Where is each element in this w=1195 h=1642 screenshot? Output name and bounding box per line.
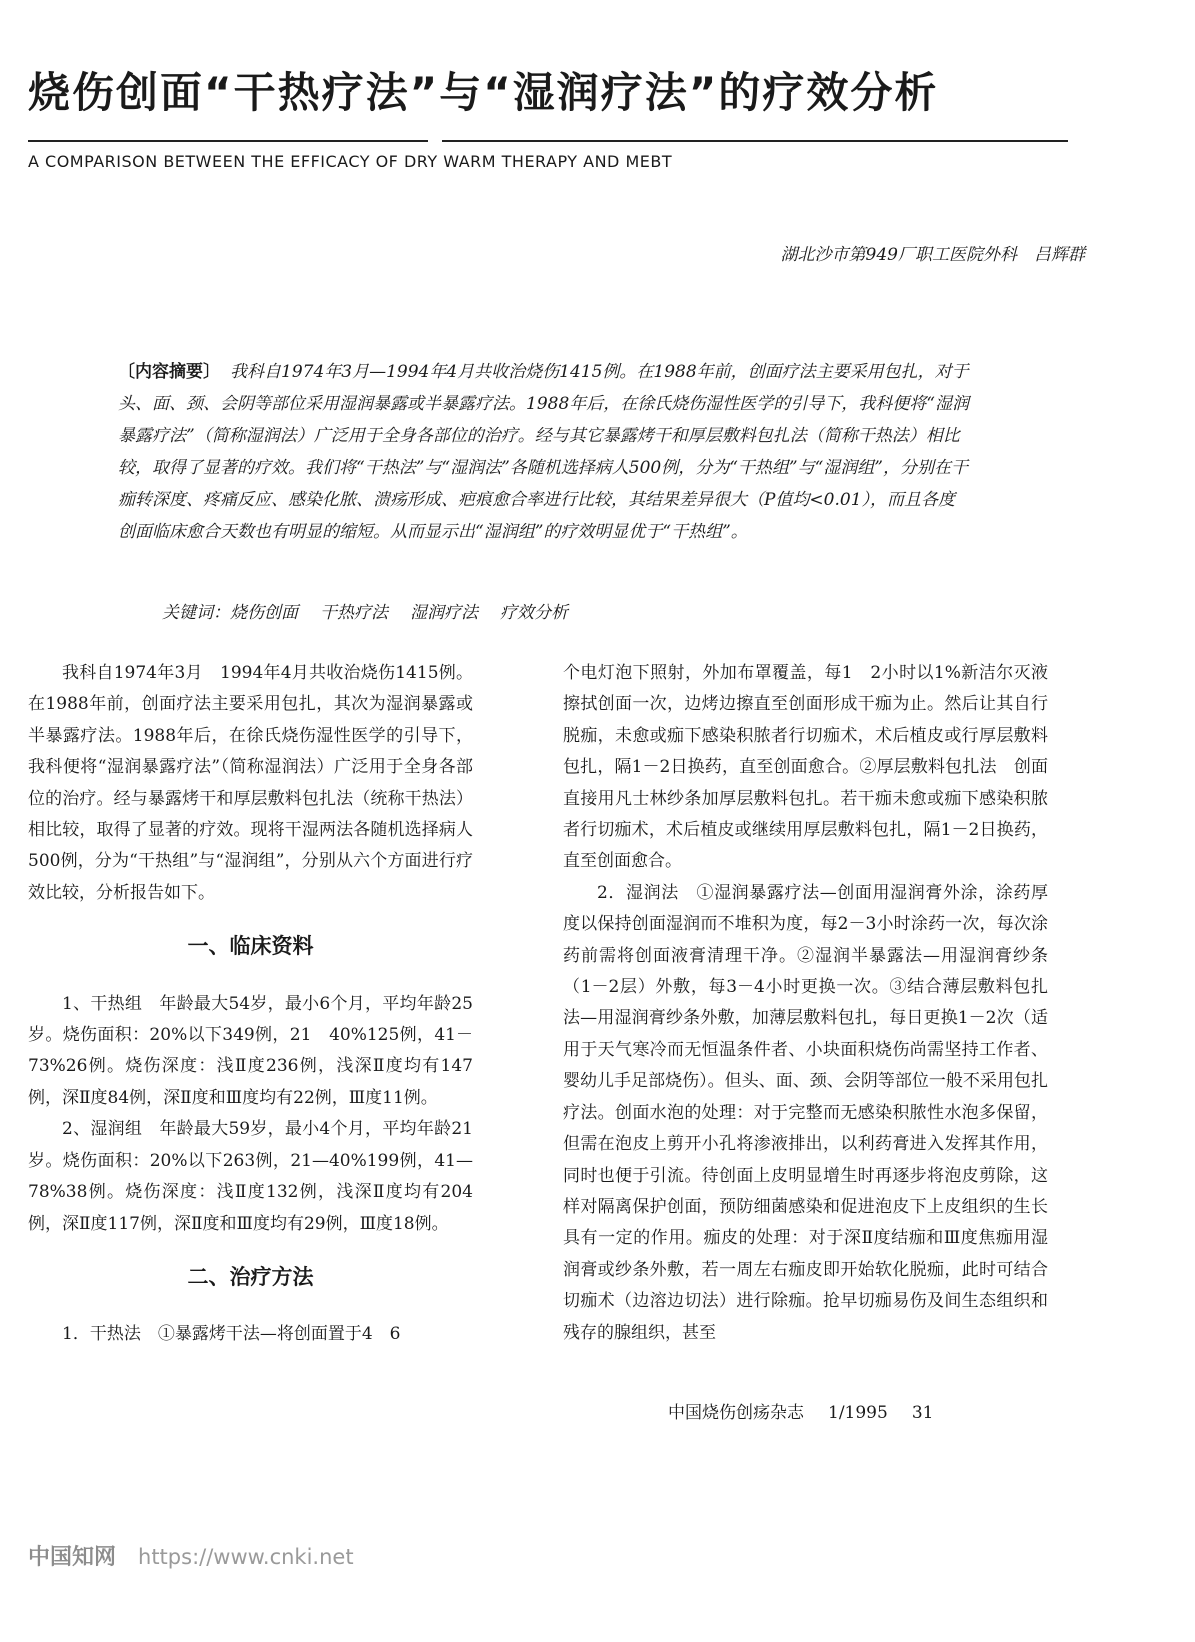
dry-heat-method-paragraph: 1．干热法 ①暴露烤干法—将创面置于4 6: [62, 1324, 401, 1345]
journal-issue: 1/1995: [828, 1403, 888, 1423]
article-title: 烧伤创面“干热疗法”与“湿润疗法”的疗效分析: [28, 68, 939, 117]
abstract-text: 我科自1974年3月—1994年4月共收治烧伤1415例。在1988年前，创面疗法主要采用包扎，对于头、面、颈、会阴等部位采用湿润暴露或半暴露疗法。1988年后，在徐氏烧伤湿性医学的引导下，我科便将“湿润暴露疗法”（简称湿润法）广泛用于全身各部位的治疗。经与其它暴露烤干和厚层敷料包扎法（简称干热法）相比较，取得了显著的疗效。我们将“干热法”与“湿润法”各随机选择病人500例，分为“干热组”与“湿润组”，分别在干痂转深度、疼痛反应、感染化脓、溃疡形成、疤痕愈合率进行比较，其结果差异很大（P值均<0.01），而且各度创面临床愈合天数也有明显的缩短。从而显示出“湿润组”的疗效明显优于“干热组”。: [118, 362, 969, 542]
keywords-label: 关键词：: [162, 603, 230, 623]
title-rule: [28, 140, 1068, 142]
author-affiliation: 湖北沙市第949厂职工医院外科 吕辉群: [780, 245, 1085, 265]
watermark-site: 中国知网: [28, 1545, 117, 1570]
keywords: [162, 598, 590, 623]
page-number: 31: [911, 1403, 934, 1423]
keyword: 烧伤创面: [230, 603, 298, 623]
watermark-url: https://www.cnki.net: [138, 1545, 354, 1569]
abstract-label: 〔内容摘要〕: [118, 362, 220, 382]
title-rule-break: [428, 136, 442, 144]
intro-paragraph: 我科自1974年3月 1994年4月共收治烧伤1415例。在1988年前，创面疗法主要采用包扎，其次为湿润暴露或半暴露疗法。1988年后，在徐氏烧伤湿性医学的引导下，我科便将“湿润暴露疗法”（简称湿润法）广泛用于全身各部位的治疗。经与暴露烤干和厚层敷料包扎法（统称干热法）相比较，取得了显著的疗效。现将干湿两法各随机选择病人500例，分为“干热组”与“湿润组”，分别从六个方面进行疗效比较，分析报告如下。: [28, 663, 473, 903]
journal-name: 中国烧伤创疡杂志: [668, 1403, 804, 1423]
dry-heat-group-paragraph: 1、干热组 年龄最大54岁，最小6个月，平均年龄25岁。烧伤面积：20%以下349例，21 40%125例，41－73%26例。烧伤深度：浅Ⅱ度236例，浅深Ⅱ度均有147例，深Ⅱ度84例，深Ⅱ度和Ⅲ度均有22例，Ⅲ度11例。: [28, 993, 473, 1108]
moist-method-paragraph: 2．湿润法 ①湿润暴露疗法—创面用湿润膏外涂，涂药厚度以保持创面湿润而不堆积为度，每2－3小时涂药一次，每次涂药前需将创面液膏清理干净。②湿润半暴露法—用湿润膏纱条（1－2层）外敷，每3－4小时更换一次。③结合薄层敷料包扎法—用湿润膏纱条外敷，加薄层敷料包扎，每日更换1－2次（适用于天气寒冷而无恒温条件者、小块面积烧伤尚需坚持工作者、婴幼儿手足部烧伤）。但头、面、颈、会阴等部位一般不采用包扎疗法。创面水泡的处理：对于完整而无感染积脓性水泡多保留，但需在泡皮上剪开小孔将渗液排出，以利药膏进入发挥其作用，同时也便于引流。待创面上皮明显增生时再逐步将泡皮剪除，这样对隔离保护创面，预防细菌感染和促进泡皮下上皮组织的生长具有一定的作用。痂皮的处理：对于深Ⅱ度结痂和Ⅲ度焦痂用湿润膏或纱条外敷，若一周左右痂皮即开始软化脱痂，此时可结合切痂术（边溶边切法）进行除痂。抢早切痂易伤及间生态组织和残存的腺组织，甚至: [563, 882, 1048, 1343]
section-heading-clinical-data: 一、临床资料: [187, 934, 314, 959]
keyword: 干热疗法: [320, 603, 388, 623]
moist-group-paragraph: 2、湿润组 年龄最大59岁，最小4个月，平均年龄21岁。烧伤面积：20%以下263例，21—40%199例，41—78%38例。烧伤深度：浅Ⅱ度132例，浅深Ⅱ度均有204例，深Ⅱ度117例，深Ⅱ度和Ⅲ度均有29例，Ⅲ度18例。: [28, 1119, 473, 1234]
dry-heat-method-continued: 个电灯泡下照射，外加布罩覆盖，每1 2小时以1%新洁尔灭液擦拭创面一次，边烤边擦直至创面形成干痂为止。然后让其自行脱痂，未愈或痂下感染积脓者行切痂术，术后植皮或行厚层敷料包扎，隔1－2日换药，直至创面愈合。②厚层敷料包扎法 创面直接用凡士林纱条加厚层敷料包扎。若干痂未愈或痂下感染积脓者行切痂术，术后植皮或继续用厚层敷料包扎，隔1－2日换药，直至创面愈合。: [563, 663, 1048, 872]
keyword: 湿润疗法: [410, 603, 478, 623]
keyword: 疗效分析: [500, 603, 568, 623]
page-footer: [668, 1398, 957, 1423]
cnki-watermark: [28, 1540, 354, 1571]
left-column: [28, 658, 473, 1351]
section-heading-treatment: 二、治疗方法: [187, 1264, 314, 1289]
right-column: [563, 658, 1048, 1349]
english-subtitle: A COMPARISON BETWEEN THE EFFICACY OF DRY WARM THERAPY AND MEBT: [28, 152, 673, 171]
abstract: [118, 356, 970, 548]
